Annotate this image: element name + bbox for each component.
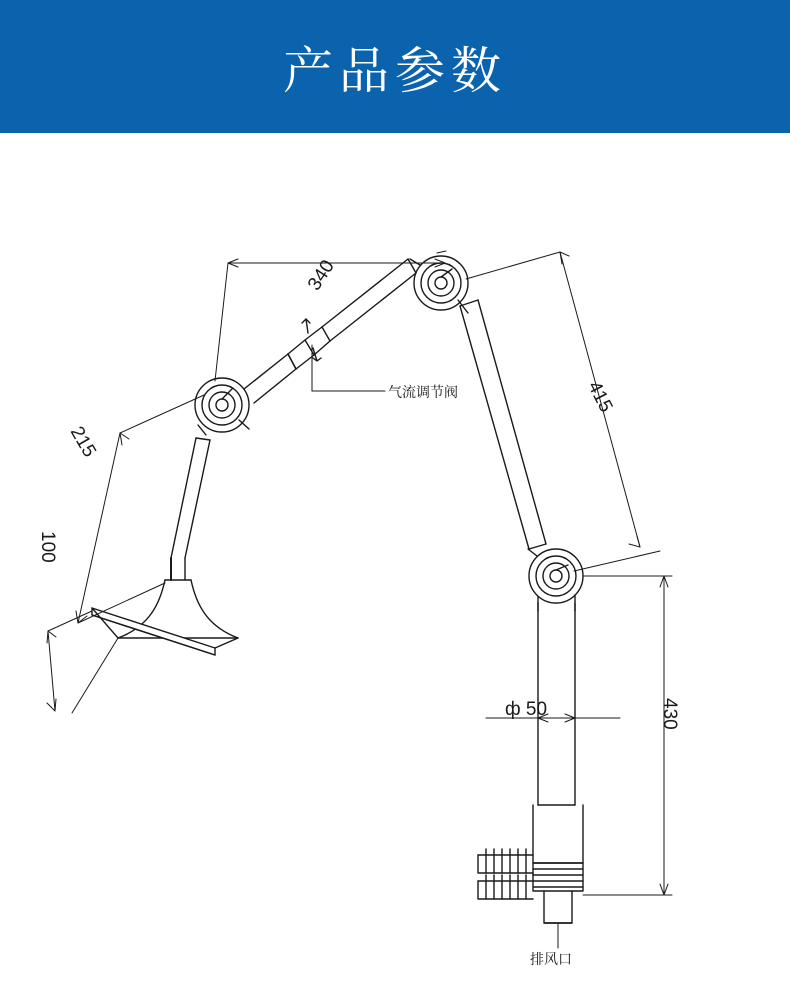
dimension-label-100: 100	[37, 531, 58, 563]
dimension-label-215: 215	[65, 423, 100, 461]
dimension-label-430: 430	[659, 698, 680, 730]
callout-exhaust-outlet: 排风口	[530, 952, 572, 968]
dimension-label-phi50: ф 50	[505, 699, 548, 720]
page-header-band	[0, 0, 790, 133]
page-title: 产品参数	[283, 41, 507, 100]
middle-arm	[460, 300, 546, 549]
vertical-column	[533, 603, 583, 863]
joint-top-elbow	[410, 256, 468, 313]
joint-lower-elbow	[528, 549, 583, 611]
callout-airflow-valve: 气流调节阀	[388, 385, 458, 401]
dimension-label-415: 415	[583, 378, 617, 416]
joint-hood-elbow	[195, 378, 249, 435]
hood-arm-tube	[171, 438, 210, 558]
dimension-label-340: 340	[304, 256, 339, 295]
exhaust-outlet-assembly	[533, 863, 583, 923]
dimension-drawing	[0, 133, 790, 984]
mounting-clamp	[478, 849, 533, 899]
technical-drawing-svg	[0, 133, 790, 984]
dimension-lines	[47, 251, 672, 948]
